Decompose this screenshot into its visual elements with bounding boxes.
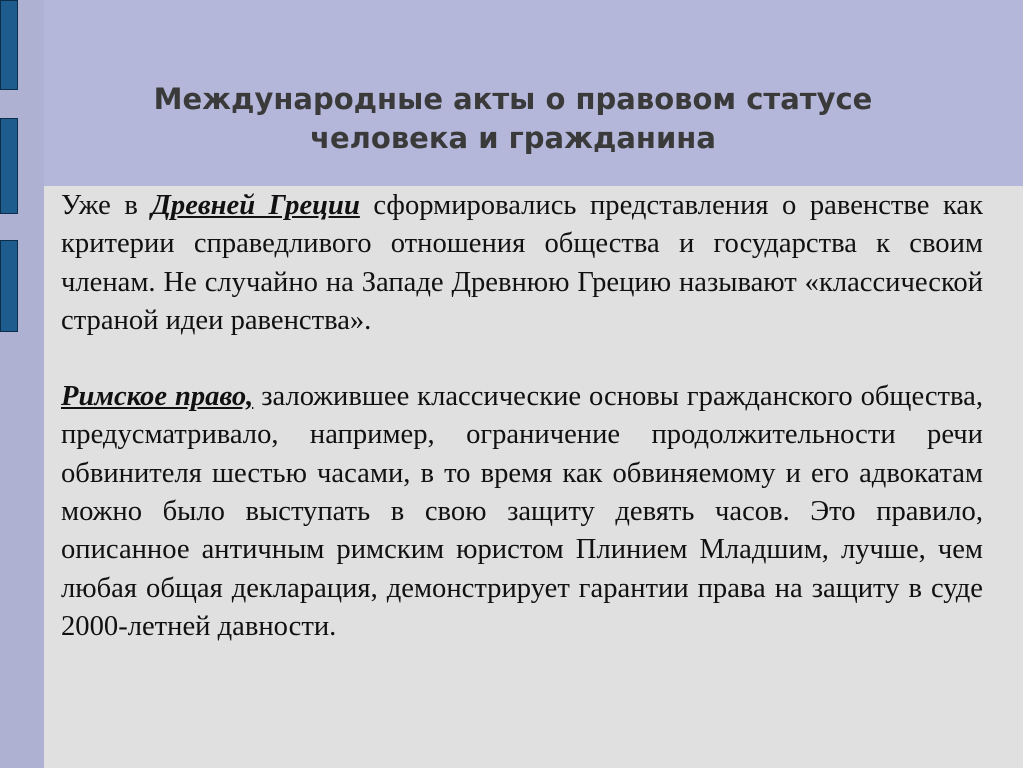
- emphasis-ancient-greece: Древней Греции: [151, 190, 360, 221]
- paragraph-2-text: заложившее классические основы гражданского общества, предусматривало, например, ограничение продолжительности речи обвинителя шестью часами, в то время как обвиняемому и его адвокатам можно было выступать в свою защиту девять часов. Это правило, описанное античным римским юристом Плинием Младшим, лучше, чем любая общая декларация, демонстрирует гарантии права на защиту в суде 2000-летней давности.: [61, 381, 983, 642]
- accent-bar-top: [0, 0, 18, 90]
- paragraph-1-text: сформировались представления о равенстве как критерии справедливого отношения общества и государства к своим членам. Не случайно на Западе Древнюю Грецию называют «классической страной идеи равенства».: [61, 190, 983, 336]
- accent-bar-middle: [0, 118, 18, 214]
- accent-bar-bottom: [0, 240, 18, 332]
- paragraph-ancient-greece: [61, 187, 983, 340]
- content-box: [44, 186, 1023, 768]
- paragraph-spacer: [61, 340, 983, 378]
- paragraph-1-lead: Уже в: [61, 190, 152, 221]
- title-line-1: Международные акты о правовом статусе: [153, 82, 873, 116]
- slide-title: [60, 80, 966, 158]
- left-decoration-strip: [0, 0, 44, 768]
- body-text: [61, 187, 983, 646]
- paragraph-roman-law: [61, 378, 983, 646]
- title-line-2: человека и гражданина: [310, 121, 716, 155]
- emphasis-roman-law: Римское право,: [61, 381, 254, 413]
